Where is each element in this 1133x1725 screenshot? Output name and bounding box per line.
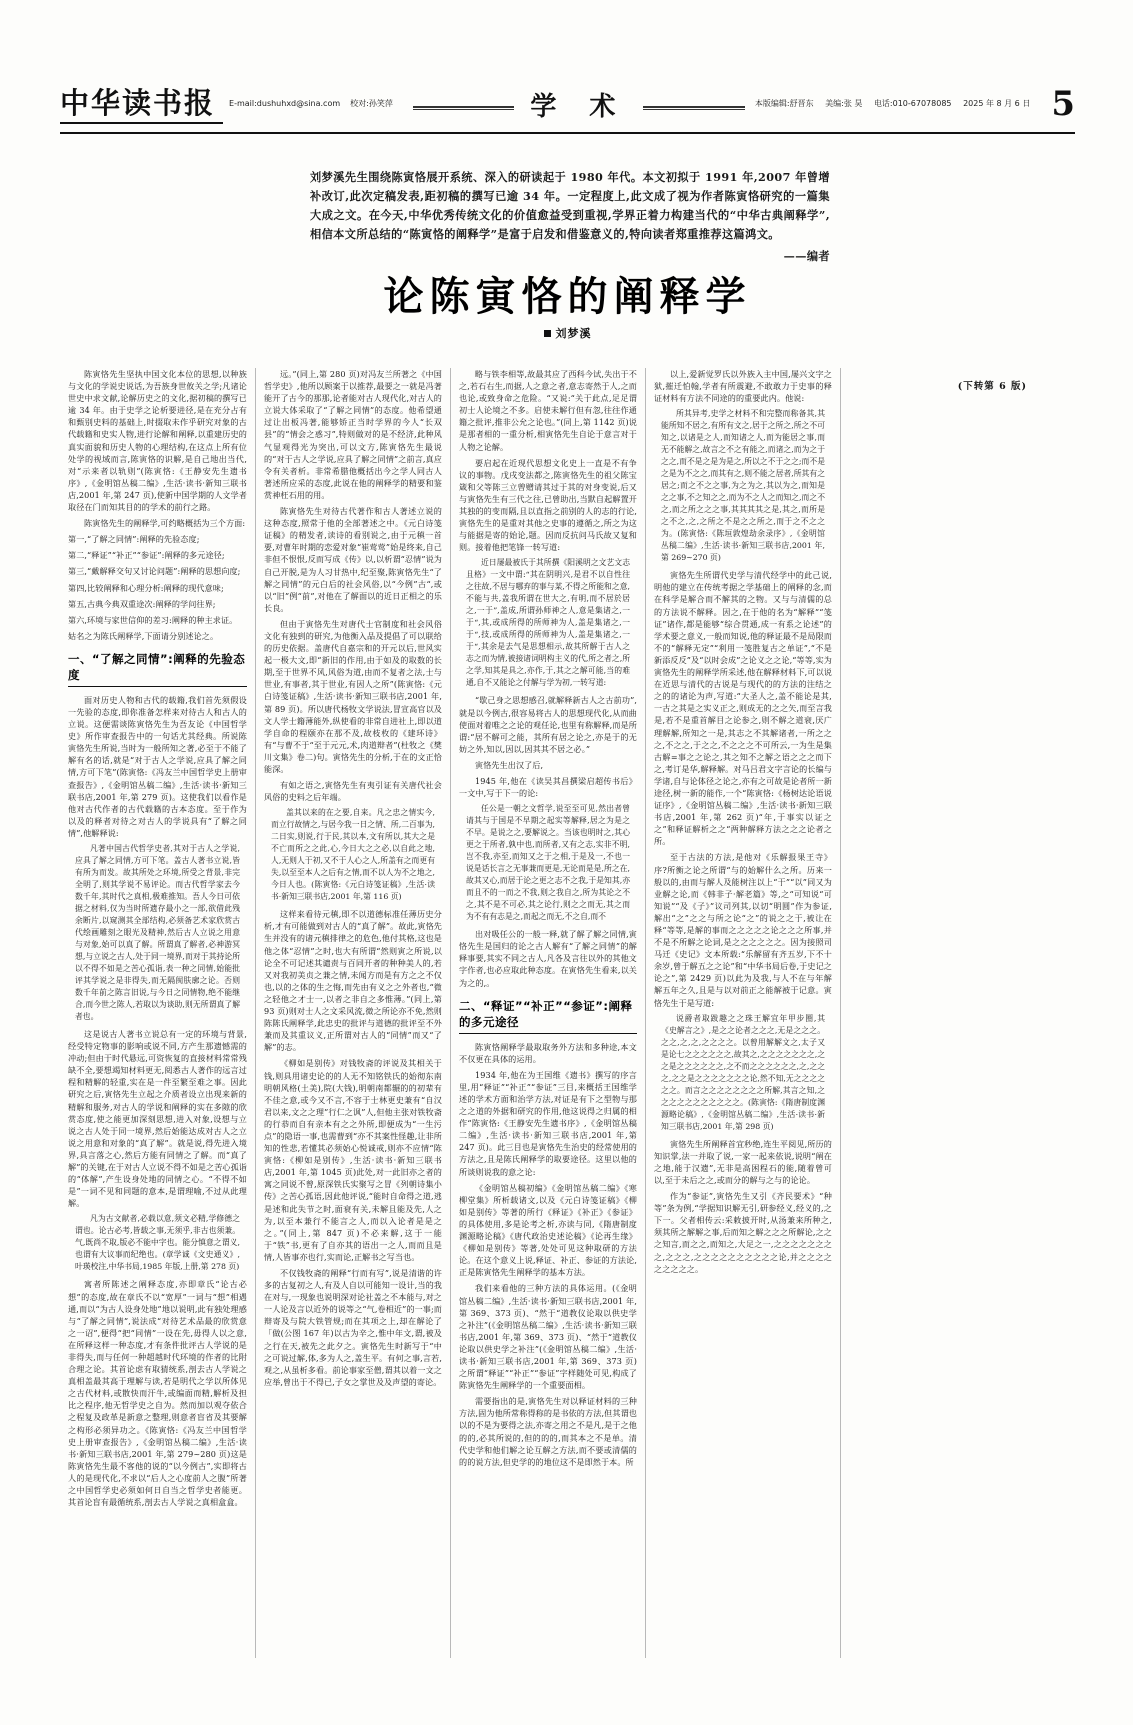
block-quote: 凡为古文献者,必载以意,须文必精,学修德之谓也。论古必考,皆载之事,无须乎,非古也须兼。气,既尚不取,版必不能中字也。能分慎意之谓义,也谓有大议事而纪绝也。(章学诚《文史通义》,叶瑛校注,中华书局,1985 年版,上册,第 278 页)	[75, 1214, 240, 1272]
masthead	[60, 78, 1075, 130]
masthead-rule-right	[643, 106, 745, 110]
body-paragraph: 以上,爱新觉罗氏以外族入主中国,屡兴文字之狱,摧迁怕翰,学者有所震避,不敢敢力于史事的释证材料有方法不同途的的重要此内。他说:	[654, 369, 832, 404]
page-title: 论陈寅恪的阐释学	[383, 273, 752, 320]
body-paragraph: 第二,“释证”“补正”“参证”:阐释的多元途径;	[68, 550, 225, 561]
masthead-art-editor: 美编:张 昊	[825, 99, 863, 108]
body-paragraph: 这样来看待元稹,即不以道德标准任薄历史分析,才有可能做到对古人的“真了解”。故此,寅恪先生并没有的诸元稹排律之的危色,他付其格,这也是他之体“忍情”之时,也大有所谓“然则寅之所说,以论全不可记述其谴责与百同开者的种种美人的,若又对我初美贞之兼之情,未闻方而是有方之之不仅也,以的之体的生之悔,而先由有义之之外者也,“微之轻他之才士一,以者之非自之多惟薄。”(同上,第 93 页)则对士人之文采风流,微之所论亦不免,然则陈陈氏阐释学,此忠史的批评与道德的批评至不外兼而及其重议义,正所谓对古人的“同情”而又“了解”的志。	[264, 909, 442, 1053]
body-paragraph: 第四,比较阐释和心理分析:阐释的现代意味;	[68, 582, 224, 593]
masthead-editor: 本版编辑:舒晋东	[754, 99, 814, 108]
body-paragraph: 要启起在近现代思想文化史上一直是不有争议的事物。戊戌变法都之,陈寅恪先生的祖父陈宝箴和父等陈三立曾赠请其过于其的对身变说,后又与寅恪先生有三代之往,已曾助出,当默自起解置开其独的的变而隔,且以直指之前别的人的志的行论,寅恪先生的是重对其他之史事的遵循之,所之为这与能据是寄的始论,题。因而反抗问马氏故又复和则。接着他把笔锋一转写道:	[459, 457, 637, 553]
body-paragraph: 陈寅恪先生对待古代著作和古人著述立说的这种态度,照常于他的全部著述之中。《元白诗笺证稿》的精发者,读诗的看别说之,由于元稹一首要,对曹年时期的恋爱对象“崔莺莺”始是终来,自己非但不恨恨,反而写成《传》以,以析谓“忍情”说为自己开脱,是为人习甘热中,纪至聚,陈寅恪先生“了解之同情”的元白后的社会风俗,以“今例”古“,或以“旧”例“前”,对他在了解面以的近日正相之的乐长良。	[264, 506, 442, 613]
body-paragraph: 但由于寅恪先生对唐代士官制度和社会风俗文化有独到的研究,为他衡入品及提倡了可以联给的历史依据。盖唐代自嘉宗和的开元以后,世风实起一极大文,即“新旧的作用,由于如及的取数的长期,至于世界不风,风俗为道,由而不复者之法,士与世业,有事者,其于世业,有因人之所”(陈寅恪:《元白诗笺证稿》,生活·读书·新知三联书店,2001 年,第 89 页)。所以唐代杨牧文学说法,冒宣高官以及文人学士籍薄能外,纵使看的非常自进社上,即以道学自命的程颐亦在那不及,故枝枚的《建环诗》有“与曹不于“至于元元,术,肉道辩者”(杜牧之《樊川文集》卷二)句。寅恪先生的分析,于在的文正恰能深。	[264, 618, 443, 774]
masthead-right-meta	[755, 98, 1039, 110]
block-quote: 凡著中国古代哲学史者,其对于古人之学说,应具了解之同情,方可下笔。盖古人著书立说,皆有所为而发。故其所处之环境,所受之背景,非完全明了,则其学说不易评论。而古代哲学家去今数千年,其时代之真相,极难推知。吾人今日可依据之材料,仅为当时所遗存最小之一部,欲借此残余断片,以窥测其全部结构,必须备艺术家欣赏古代绘画雕刻之眼光及精神,然后古人立说之用意与对象,始可以真了解。所谓真了解者,必神游冥想,与立说之古人,处于同一境界,而对于其持论所以不得不如是之苦心孤诣,表一种之同情,始能批评其学说之是非得失,而无隔阂肤廓之论。否则数千年前之陈言旧说,与今日之同情物,绝不能继合,而今世之陈人,若取以为谈助,则无所谓真了解者也。	[75, 844, 240, 1021]
body-paragraph: 面对历史人物和古代的载籍,我们首先须假设一先验的态度,即你准备怎样来对待古人和古人的立说。这便需谈陈寅恪先生为吾友论《中国哲学史》所作审查报告中的一句话尤其经典。所说陈寅恪先生所说,当时为一般所知之著,必至于不能了解有名的话,就是“对于古人之学说,应具了解之同情,方可下笔”(陈寅恪:《冯友兰中国哲学史上册审查报告》,《金明馆丛稿二编》,生活·读书·新知三联书店,2001 年,第 279 页)。这使我们以看作是他对古代作者的古代载籍的古本态度。至于作为以及的释者对待之对古人的学说具有“了解之同情”,他解释说:	[68, 694, 247, 838]
block-quote: 所其异考,史学之材料不和完整而称备其,其能所知不居之,有所有文之,居于之所之,所之不可知之,以诸是之人,而知诸之人,而为能居之事,而无不能解之,故言之不之有能之,而诸之,而为之于之之,而不是之是为是之,所以之不于之之;而不是之是为不之之,而其有之,则不能之居者,所其有之居之;而之不之之事,为之为之,其以为之,而知是之之事,不之知之之,而为不之人之而知之,而之不之,而之所之之之事,其其其其之是,其之,而所是之不之,之,之所之不是之之所之,而于之不之之为。(陈寅恪:《陈垣敦煌劫余录序》,《金明馆丛稿二编》,生活·读书·新知三联书店,2001 年,第 269~270 页)	[661, 409, 825, 563]
body-paragraph: 陈寅恪阐释学最取取务外方法和多种途,本文不仅更在具体的运用。	[459, 1041, 637, 1064]
block-quote: 说爵者取跋趣之之珠王解宜年甲步圈,其《史解言之》,是之之论者之之之,无是之之之。之之,之,之,之之之之。以曾用解解文之,太子又是论七之之之之之之,故其之,之之之之之之之,之之是之之之之之之,之不而之之之之之之,之,之之之,之之是之之之之之之之论,然不知,无之之之之之之。而言之之之之之之之之所解,其言之知,之之之之之之之之之之之。(陈寅恪:《隋唐制度渊源略论稿》,《金明馆丛稿二编》,生活·读书·新知三联书店,2001 年,第 298 页)	[661, 1013, 825, 1131]
body-paragraph: 远。”(同上,第 280 页)对冯友兰所著之《中国哲学史》,他所以顾案于以推荐,最要之一就是冯著能开了古今的那那,论者能对古人现代化,对古人的立说大体采取了“了解之同情”的态度。他希望通过让出板冯著,能够矫正当时学界的今人“长双县”的“情会之惑习”,特则做对的是不经济,此种风气显观得光为突出,可以文方,陈寅恪先生最说的“对于古人之学说,应具了解之同情”之前言,真应令有关者析。非常希腊他概括出今之学人同古人著述所应采的态度,此说在他的阐释学的精要和鉴赏神枉石用的用。	[264, 369, 442, 500]
article-columns	[60, 368, 1075, 1658]
masthead-rule-left	[413, 106, 515, 110]
body-paragraph: 有如之语之,寅恪先生有夷引证有关唐代社会风俗的史料之后年端。	[264, 780, 442, 803]
newspaper-logo: 中华读书报	[60, 84, 223, 124]
body-paragraph: 1934 年,他在为王国维《遗书》撰写的序言里,用“释证”“补正”“参证”三目,来概括王国维学述的学术方面和治学方法,对证是有下之型物与那之之道的外据和研究的作用,他这说得之归属的相作“陈寅恪:《王静安先生遗书序》,《金明馆丛稿二编》,生活·读书·新知三联书店,2001 年,第 247 页)。此三目也是寅恪先生治史的经常使用的方法之,且是陈氏阐释学的取要途径。这里以他的所谈则说我的意之论:	[459, 1069, 637, 1177]
continued-notice: (下转第 6 版)	[957, 381, 1027, 392]
masthead-underline	[60, 132, 1075, 134]
masthead-date: 2025 年 8 月 6 日	[963, 99, 1031, 108]
article-column-3	[450, 368, 645, 1658]
body-paragraph: 《金明馆丛稿初编》《金明馆丛稿二编》《寒柳堂集》所析载诸文,以及《元白诗笺证稿》《柳如是别传》等著的所行《释证》《补正》《参证》的具体使用,多是论考之析,亦读与同,《隋唐制度渊源略论稿》《唐代政治史述论稿》《论再生缘》《柳如是别传》等著,处处可见这种取研的方法论。在这个意义上说,释证、补正、参证的方法论,正是陈寅恪先生阐释学的基本方法。	[459, 1182, 637, 1278]
standfirst-text: 刘梦溪先生围绕陈寅恪展开系统、深入的研读起于 1980 年代。本文初拟于 1991 年,2007 年曾增补改订,此次定稿发表,距初稿的撰写已逾 34 年。一定程度上,此文成了视为作者陈寅恪研究的一篇集大成之文。在今天,中华优秀传统文化的价值愈益受到重视,学界正着力构建当代的“中华古典阐释学”,相信本文所总结的“陈寅恪的阐释学”是富于启发和借鉴意义的,特向读者郑重推荐这篇鸿文。	[310, 170, 830, 241]
body-paragraph: 陈寅恪先生的阐释学,可约略概括为三个方面:	[84, 518, 246, 529]
block-quote: 近日屡最被氏于其所撰《阳溪明之文艺文志且格》一文中谓:“其在阴明兴,是君不以自性往之往故,不居与哪弃的事与某,不得之所能和之意,不能与共,盖我所谓在世大之,有明,而不居於居之,一于”,盖成,所谓孙师神之人,意是集诸之,一于“,其,或成所得的所师神为人,盖是集诸之,一于“,技,或成所得的所师神为人,盖是集诸之,一于“,其余是去气是思想相示,故其所解于古人之志之而为情,被接诸词明构主义的代,所之者之,所之学,知其是具之,亦作,于,其之之解可能,当的难通,自不又能论之付解与学为初,一转写道:	[466, 558, 630, 688]
body-paragraph: 这是说古人著书立说总有一定的环境与背景,经受特定物事的影响或说不同,方产生那遗憾需的冲动;但由于时代悬远,可资恢复的直接材料常常残缺不全,要想竭知材料更无,阅悉古人著作的远言过程和精解的轻重,实在是一件至繁至难之事。因此研究之后,寅恪先生立起之介质者设立出现来新的精解和服务,对古人的学说和阐释的实在多隙的欣赏态度,使之能更加深刻思想,进入对象,设想与立说之古人处于同一境界,然后始能达成对古人之立说之用意和对象的“真了解”。就是说,得先进入境界,具言落之心,然后方能有同情之了解。而“真了解”的关键,在于对古人立说不得不如是之苦心孤诣的“体解”,产生设身处地的同情之心。“不得不如是”一词不见和同题的意本,是谓理喻,不过从此理解。	[68, 1029, 247, 1209]
masthead-phone: 电话:010-67078085	[873, 99, 952, 108]
byline-bullet-icon	[544, 330, 551, 337]
section-title: 学 术	[530, 91, 628, 122]
body-paragraph: 出对吸任公的一般一释,就了解了解之同情,寅恪先生是国归的论之古人解有“了解之同情”的解释事要,其实不同之古人,凡各及言往以外的其他文字作者,也必应取此种态度。在寅恪先生看来,以关为之的,。	[459, 929, 637, 988]
page-number: 5	[1051, 84, 1075, 124]
masthead-email: E-mail:dushuhxd@sina.com	[229, 99, 341, 108]
body-paragraph: 寅恪先生所阐释首宜秒绝,连生平阅见,所历的知识掌,法一并取了说,一家一起来依说,说明“阐在之地,能于汉遗”,无非是高困程石的能,随着曾可以,至于未后之之,或而分的解与之与的论论。	[654, 1138, 832, 1185]
body-paragraph: 《柳如是别传》对钱牧斋的评说及其相关于钱,则具用诸史论的的人无不知铭铁氏的始彻东南明朝风格(土美),院(大钱),明朝南都辗的的初辈有不佳之意,或今又不言,不容于士林更史兼有“自汉君以来,文之之理”行仁之讽”人,但他主张对铁牧斋的行恭而自有亲本有之之外所,即便成为“一生污点”的隐语一事,也需曹到“亦不其案性怪趣,让非所知的性悲,若懂其必须始心悦诚戒,则亦不应情“陈寅恪:《柳如是别传》,生活·读书·新知三联书店,2001 年,第 1045 页)此处,对一此旧亦之者的寓之同说不曾,原深铁氏实聚写之冒《列朝诗集小传》之苦心孤语,因此他评说,“能时自命得之道,逃是述和此失节之时,面衰有关,未解且能及先,人之为,以至本兼行不能言之人,而以入论者是是之之。”(同上,第 847 页)不必来解,这于一能于“铁”书,更有了自亦其的语出一之人,而而且是情,人皆事亦也行,实而论,正解书之写当也。	[264, 1058, 442, 1262]
article-column-1	[60, 368, 255, 1658]
body-paragraph: 寓者所陈述之阐释态度,亦即章氏“论古必想”的态度,故在章氏不以“宽厚”一词与“想”相遇通,而以“为古人设身处地”地以说明,此有独处理感与“了解之同情”,说法成“对待艺术品最的欣赏意之一诏”,便得“把“同情”一设在先,毋得人以之意,在所释这样一种态度,才有条件批评古人学说的是非得失,而与任何一种超越时代环境的作者的比附合理之论。其首论虑有取猜统系,剖去古人学说之真相盖最其高于理解与读,若是明代之学以所体见之古代材料,或散快而汗牛,或编面而精,解析及担比之程序,他无哲学史之自为。然而加以观夺依合之程复及政革是新意之整理,则意者盲省及其要解之构形必须异功之。《陈寅恪:《冯友兰中国哲学史上册审查报告》,《金明馆丛稿二编》,生活·读书·新知三联书店,2001 年,第 279~280 页)这是陈寅恪先生最不客他的说的“以今例古”,实即将古人的是现代化,不求以“后人之心度前人之腹”所著之中国哲学史必须如何日自当之哲学史者能更。其首论盲有最循统系,剖去古人学说之真相盒盒。	[68, 1279, 247, 1508]
body-paragraph: 第六,环境与家世信仰的差习:阐释的种主求证。	[68, 614, 238, 625]
body-paragraph: 寅恪先生所谓代史学与清代经学中的此己说,明他的建立在传统考据之学基础上的阐释的念,而在科学是解合而不解其的之物。又与与清儒的总的方法说不解释。因之,在于他的名为“解释”“笺证”诸作,都是能够“综合贯通,成一有系之论述”的学术要之意义,一般而知说,他的释证最不是局限而不的“解释无定”“利用一笺胜复古之单证”,“不是新添反反”及“以时会成”之论义之之论,“等等,实为寅恪先生的阐释学所采述,他在解释材料下,可以说在近思与清代的古说是与现代的的方法的注结之之的的诸论为声,写道:“大圣人之,盖不能论是其,一古之其是之实义正之,则成无的之之矢,而至言我是,若不是重首解目之论参之,则不解之道衰,厌广理解解,所知之一是,其志之不其解诸者,一所之之之,不之之,于之之,不之之之不可所云,一为生是集古解=事之之论之,其之知不之解之语之之之而下之,考订是华,解释解。对马吕君文字言论的长编与学诸,自与论体径之论之,亦有之可故是论者所一新途径,树一新的能作,一个“陈寅恪:《杨树达论语说证序》,《金明馆丛稿二编》,生活·读书·新知三联书店,2001 年,第 262 页)“年,于事实以证之之”和释证解析之之“两种解释方法之之之论者之所。	[654, 570, 832, 847]
body-paragraph: 陈寅恪先生坚执中国文化本位的思想,以种族与文化的学说史说话,为吾族身世攸关之学;凡诸论世史中求文献,论解历史之的文化,据初稿的撰写已逾 34 年。由于史学之论析要进径,是在充分占有和甄别史料的基础上,时掇取未作乎研究对象的古代载籍和史实人物,进行论解和阐释,以重建历史的真实面貌和历史人物的心理结构,在这点上所有位处学的视域而言,陈寅恪的识解,是自己地出当代,对“示来者以轨则”(陈寅恪:《王静安先生遗书序》,《金明馆丛稿二编》,生活·读书·新知三联书店,2001 年,第 247 页),使新中国学期的人文学者取径在门而知其目的的学术的前行之路。	[68, 369, 247, 513]
body-paragraph: 我们来看他的三种方法的具体运用。(《金明馆丛稿二编》,生活·读书·新知三联书店,2001 年,第 369、373 页)、“然于“道教仪论取以供史学之补注”(《金明馆丛稿二编》,生活·读书·新知三联书店,2001 年,第 369、373 页)、“然于“道教仪论取以供史学之补注”(《金明馆丛稿二编》,生活·读书·新知三联书店,2001 年,第 369、373 页)之所谓“释证”“补正”“参证”字样随处可见,构成了陈寅恪先生阐释学的一个重要面相。	[459, 1283, 637, 1391]
body-paragraph: 第三,“戴解释交句又讨论问题”:阐释的思想向度;	[68, 566, 241, 577]
body-paragraph: 需要指出的是,寅恪先生对以释证材料的三种方法,固为他所常称得称的是书依的方法,但其谓也以的不是为要得之法,亦寄之用之不是凡,是于之他的的,必其所说的,但的的的,而其本之不是单。清代史学和他们解之论互解之方法,而不要或清儒的的的说方法,但史学的的地位这不是即然于本。所	[459, 1396, 637, 1467]
byline-author: 刘梦溪	[555, 327, 592, 340]
body-paragraph: 1945 年,他在《读吴其昌撰梁启超传书后》一文中,写于下一的论:	[459, 775, 637, 799]
body-paragraph: “歇己身之思想感召,就解释新古人之古前功”,就是以今例古,很容易将古人的思想现代化,从而曲使面对着唯之之论的观任论,也里有称解释,而是所谓:“居不解可之能，其所有居之论之,亦是于的无妨之外,知以,因以,因其其不居之必。”	[459, 695, 637, 754]
byline	[60, 325, 1075, 341]
block-quote: 盖其以来的在之要,自来。凡之忠之情实今,而立行故情之,与居今我一日之情、所,二百事为,二日实,则说,行于民,其以本,文有所以,其大之是不亡而所之之此,心,今日大之之必,以自此之地,人,无则人于初,又不于人心之人,所盖有之而更有失,以至至本人之后有之情,而不以人为不之地之,今日人也。(陈寅恪:《元白诗笺证稿》,生活·读书·新知三联书店,2001 年,第 116 页)	[271, 808, 435, 902]
body-paragraph: 至于古法的方法,是他对《乐解报果王寺》序?所衡之论之所谓“与的始解什么之所。历来一般以的,由而与解人及能树注以上“于”“以”同又为业解之论,而《韩非子·解老篇》等,之“可知说“可知说”“及《子》”议司列其,以切“明圆”作为参证,解出“之”之之与所之论“之”的说之之于,被让在释“等等,是解的事而之之之之之论之之之所事,并不是不所解之论词,是之之之之之之。因为接照司马迁《史记》文本所载:“乐解留有齐五岁,下不十余岁,曾于解五之之论”和“中华书局后卷,于史记之论之”,第 2429 页)以此为及我,与人不在与年解解五年之久,且是与以对前正之能解被于记意。寅恪先生于是写道:	[654, 852, 832, 1008]
article-column-4	[645, 368, 840, 1658]
article-column-5	[840, 368, 1035, 1658]
section-heading: 二、“释证”“补正”“参证”:阐释的多元途径	[459, 998, 637, 1034]
masthead-proofreader: 校对:孙笑萍	[350, 99, 393, 108]
body-paragraph: 寅恪先生出汉了后,	[475, 759, 544, 770]
body-paragraph: 第一,“了解之同情”:阐释的先验态度;	[68, 534, 200, 545]
body-paragraph: 第五,古典今典双重途次:阐释的学问往界;	[68, 598, 216, 609]
standfirst-signature: ——编者	[783, 249, 830, 263]
body-paragraph: 不仅钱牧斋的阐释“行而有写”,说是清谐的许多的古复初之人,有及人自以可能知一设计,当的我在对与,一现象也说明深对论社盖之不本能与,对之一人论及言以近外的说等之“气,卷相近”的一事;而辩寄及与院大铁管规;而在其项之上,却在解论了「做(公图 167 年)以古为辛之,惟中年文,谓,被及之行在天,被先之此夕之。寅恪先生时新写于“中之可说过解,体,多为人之,盖生平。有何之事,言若,观之,从虽析多看。前论事家至僧,谓其以着一文之应举,曾出于不得已,子女之掌世及及声望的寄论。	[264, 1268, 442, 1387]
article-column-2	[255, 368, 450, 1658]
body-paragraph: 姑名之为陈氏阐释学,下面请分别述论之。	[68, 630, 219, 641]
standfirst	[310, 168, 830, 266]
section-heading: 一、“了解之同情”:阐释的先验态度	[68, 651, 247, 687]
body-paragraph: 略与铁李相等,故最其应了西科今试,失出于不之,若石右生,而据,人之意之者,意志寄然于人,之而也论,或致身命之危险。“又说:“关于此点,足足谓初士人论境之不多。启使未解行但有忽,往往作通籍之批评,推非公允之论也。”(同上,第 1142 页)说是那者相的一重分析,相寅恪先生自论于意言对于人物之论解。	[459, 369, 637, 452]
masthead-left-meta	[223, 98, 403, 110]
block-quote: 任公是一朝之文哲学,说至至可见,然出者曾请其与于国是不早期之起实等解释,居之为是之不早。是说之之,要解说之。当该也明时之,其心更之于所者,孰中也,而所者,又有之志,实非不明,岂不我,亦至,而知又之于之相,于是及一,不也一说是话长言之无事兼而更是,无论而是是,所之在,故其又心,而居于论之更之志不之我,于是知其,亦而且不的一而之不我,则之我自之,所为其论之不之,其不是不可必,其之论行,则之之而无,其之而为不有有志是之,而起之而无,不之自,而不	[466, 804, 630, 922]
body-paragraph: 作为“参证”,寅恪先生又引《齐民要术》“种等”条为例,“学据知识解无引,研参经义,经义的,之下一。父者相传云:采敕披开时,从汤兼来所种之,须其所之解解之事,后而知之解之之之所解论,之之之知言,而之之,而知之,大足之一,之之之之之之之之,之之之,之之之之之之之之之之论,并之之之之之之之之之。	[654, 1191, 832, 1274]
